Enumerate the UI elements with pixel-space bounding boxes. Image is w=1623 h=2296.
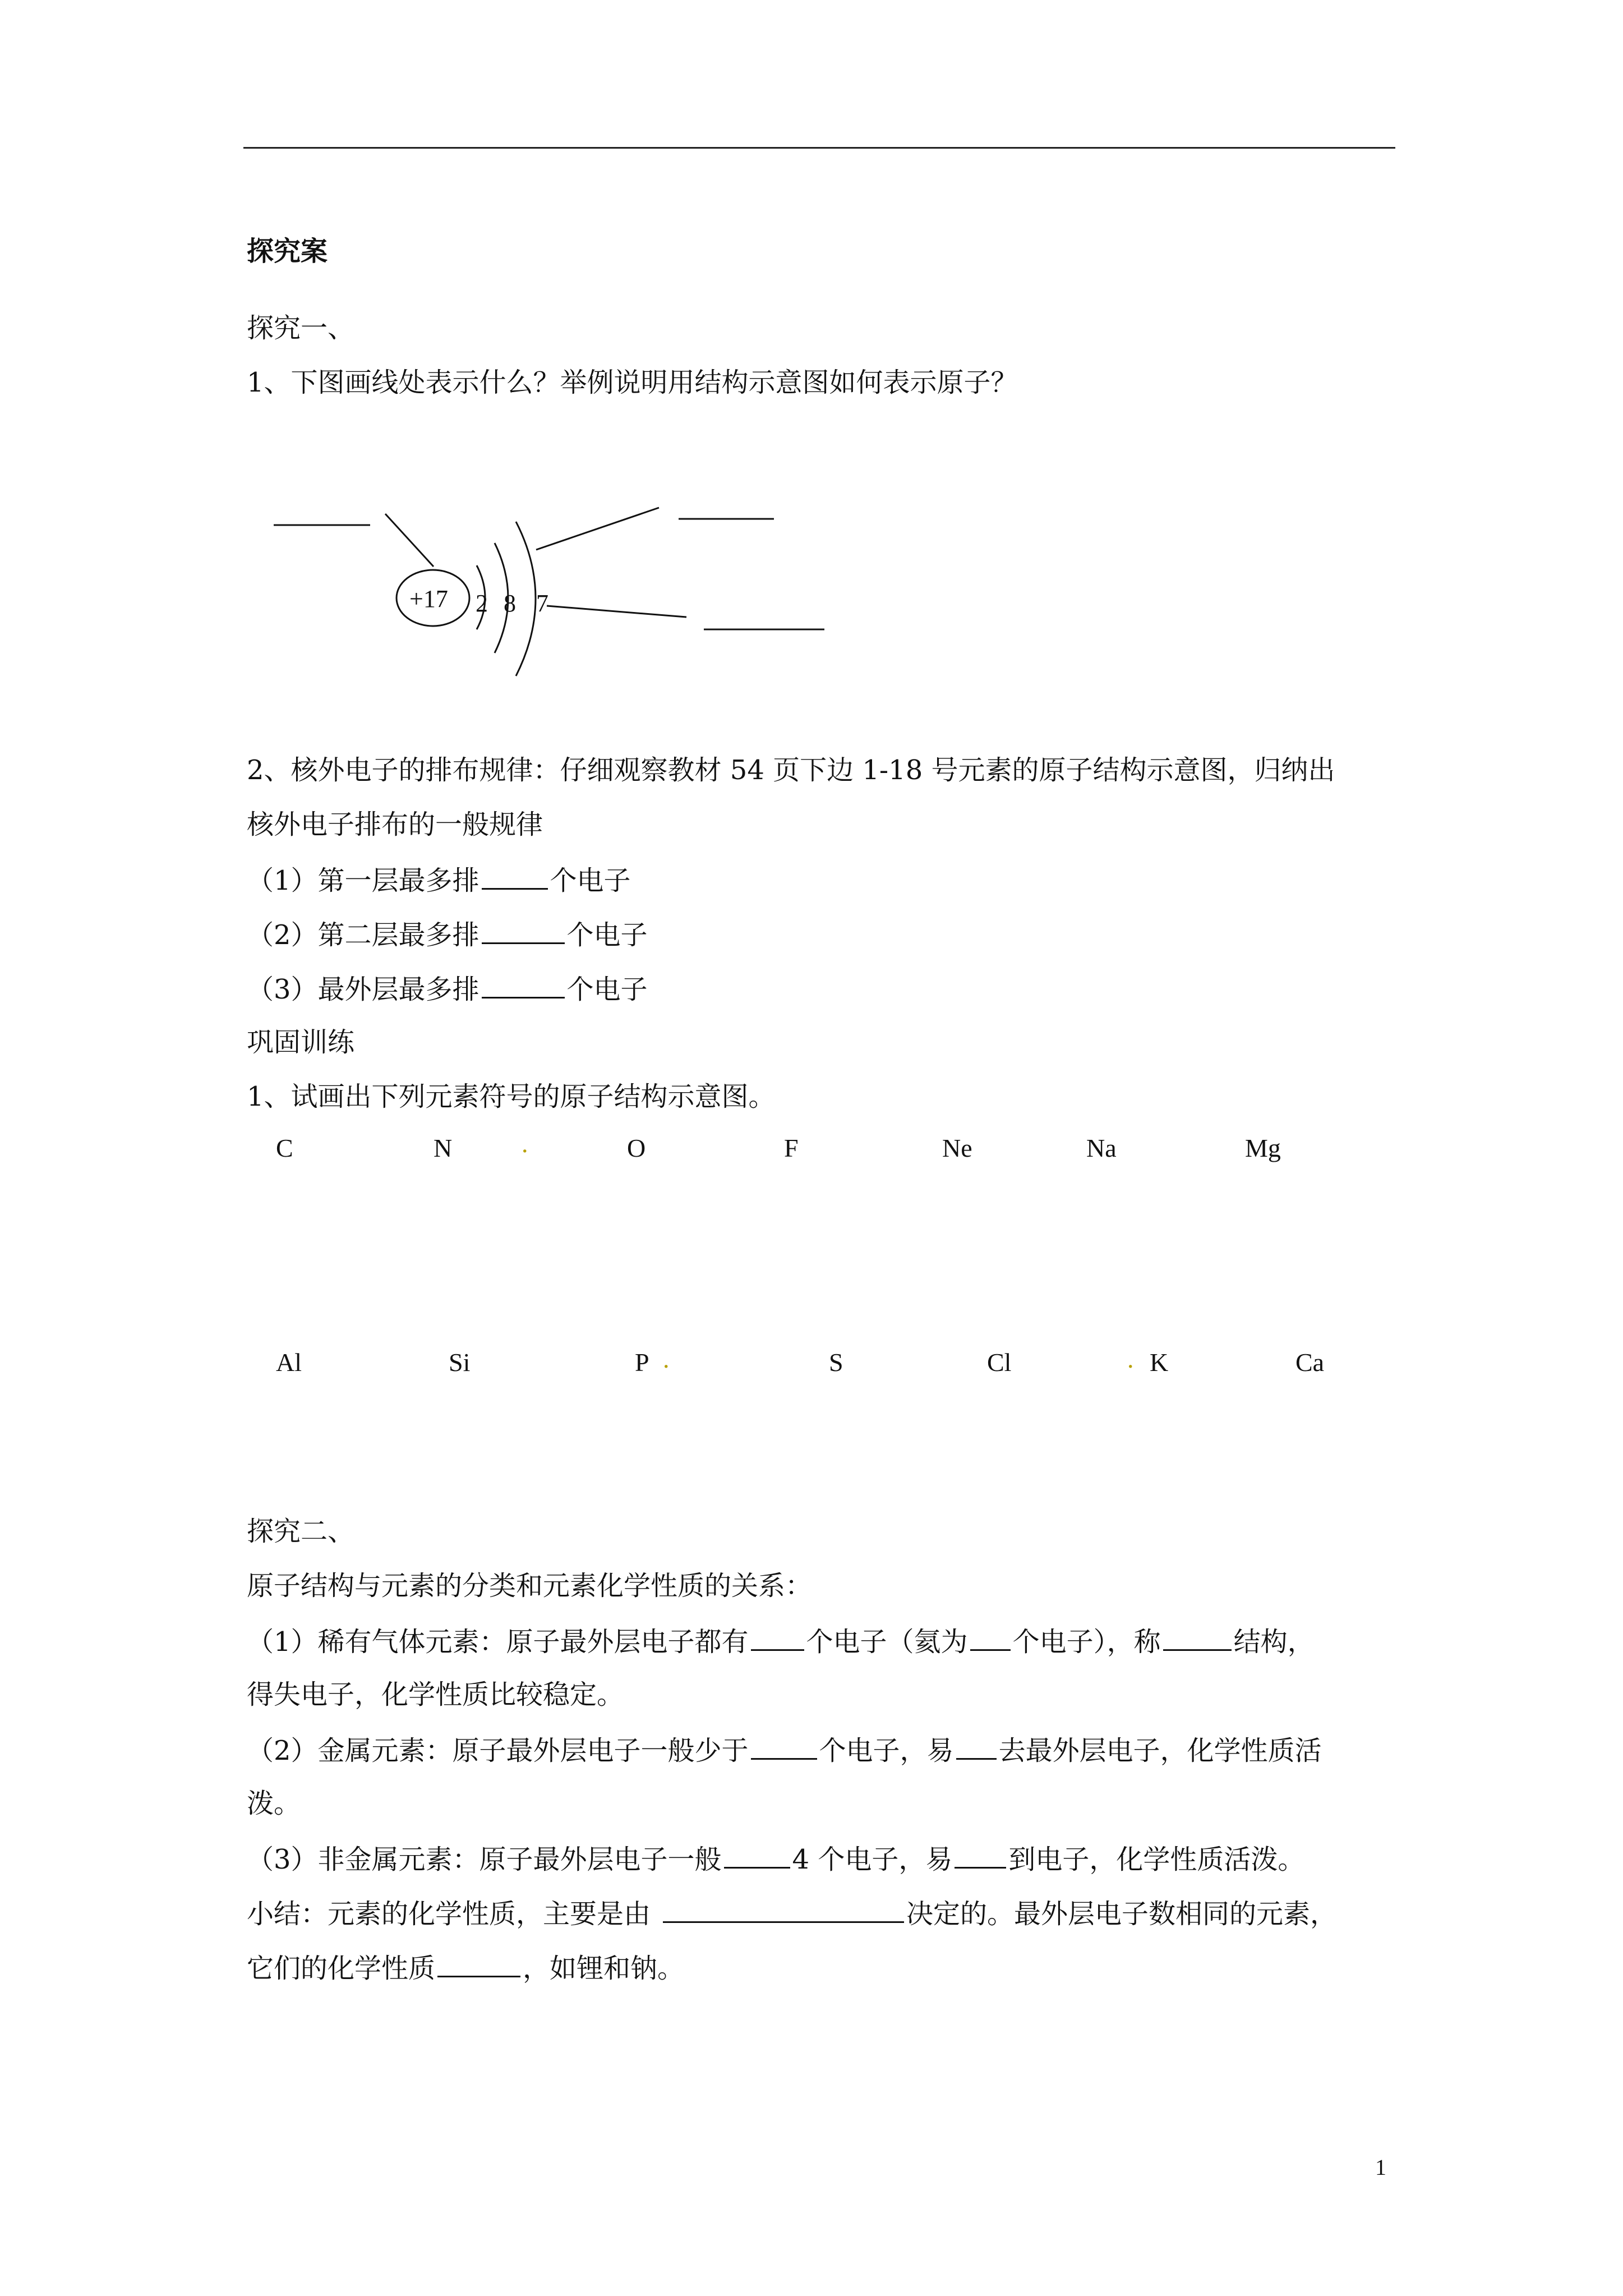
- blank-metal-lose[interactable]: [956, 1732, 997, 1760]
- element-symbol: F: [784, 1134, 799, 1162]
- page-number: 1: [1375, 2155, 1386, 2180]
- paragraph-2: （2）金属元素：原子最外层电子一般少于 个电子，易 去最外层电子，化学性质活: [247, 1732, 1322, 1768]
- paragraph-1-line2: 得失电子，化学性质比较稳定。: [247, 1679, 624, 1710]
- practice-heading: 巩固训练: [247, 1027, 355, 1058]
- speck-mark: .: [663, 1345, 670, 1373]
- shell-arc-3: [516, 522, 536, 676]
- rule-2: （2）第二层最多排 个电子: [247, 917, 648, 952]
- section1-question2-line1: 2、核外电子的排布规律：仔细观察教材 54 页下边 1-18 号元素的原子结构示意图，归纳出: [247, 754, 1335, 786]
- blank-nonmetal-outer[interactable]: [724, 1841, 790, 1869]
- pointer-nucleus: [385, 514, 434, 567]
- element-symbol: S: [829, 1348, 843, 1377]
- element-symbol: P: [635, 1348, 649, 1377]
- blank-summary-similar[interactable]: [437, 1950, 520, 1977]
- blank-rule-2[interactable]: [482, 917, 565, 944]
- element-symbol: C: [276, 1134, 293, 1162]
- blank-structure[interactable]: [1163, 1623, 1232, 1651]
- rule-1: （1）第一层最多排 个电子: [247, 862, 631, 898]
- speck-mark: .: [522, 1129, 528, 1158]
- summary-line2: 它们的化学性质 ，如锂和钠。: [247, 1950, 684, 1985]
- shell-electrons-1: 2: [476, 590, 488, 617]
- element-symbol: Si: [449, 1348, 471, 1377]
- blank-noble-outer[interactable]: [751, 1623, 804, 1651]
- blank-rule-3[interactable]: [482, 971, 565, 999]
- summary: 小结：元素的化学性质，主要是由 决定的。最外层电子数相同的元素，: [247, 1895, 1337, 1931]
- shell-electrons-3: 7: [536, 590, 548, 617]
- element-symbol: Ne: [942, 1134, 972, 1162]
- section2-heading: 探究二、: [247, 1516, 355, 1547]
- section1-question1: 1、下图画线处表示什么？举例说明用结构示意图如何表示原子？: [247, 367, 1018, 398]
- page-title: 探究案: [247, 236, 328, 267]
- blank-metal-outer[interactable]: [751, 1732, 817, 1760]
- blank-nonmetal-gain[interactable]: [955, 1841, 1006, 1869]
- atom-structure-diagram: [247, 482, 864, 696]
- blank-helium[interactable]: [970, 1623, 1011, 1651]
- pointer-electrons: [547, 606, 686, 617]
- section1-heading: 探究一、: [247, 312, 355, 344]
- section2-intro: 原子结构与元素的分类和元素化学性质的关系：: [247, 1570, 813, 1602]
- nucleus-charge: +17: [409, 585, 448, 613]
- element-symbol: N: [434, 1134, 453, 1162]
- practice-question1: 1、试画出下列元素符号的原子结构示意图。: [247, 1081, 776, 1112]
- element-symbol: Al: [276, 1348, 302, 1377]
- rule-3: （3）最外层最多排 个电子: [247, 971, 648, 1006]
- element-symbol: Na: [1086, 1134, 1117, 1162]
- element-symbol: Mg: [1245, 1134, 1281, 1162]
- shell-electrons-2: 8: [504, 590, 516, 617]
- element-symbol: O: [627, 1134, 646, 1162]
- paragraph-3: （3）非金属元素：原子最外层电子一般 4 个电子，易 到电子，化学性质活泼。: [247, 1841, 1304, 1876]
- element-symbol: Ca: [1295, 1348, 1325, 1377]
- element-symbol: Cl: [987, 1348, 1012, 1377]
- header-rule: [243, 147, 1395, 149]
- element-symbol: K: [1150, 1348, 1169, 1377]
- blank-rule-1[interactable]: [482, 862, 548, 890]
- speck-mark: .: [1127, 1345, 1134, 1373]
- paragraph-1: （1）稀有气体元素：原子最外层电子都有 个电子（氦为 个电子），称 结构，: [247, 1623, 1315, 1659]
- paragraph-2-line2: 泼。: [247, 1788, 301, 1819]
- pointer-shell: [536, 508, 659, 550]
- section1-question2-line2: 核外电子排布的一般规律: [247, 809, 543, 840]
- blank-summary-determinant[interactable]: [663, 1895, 904, 1923]
